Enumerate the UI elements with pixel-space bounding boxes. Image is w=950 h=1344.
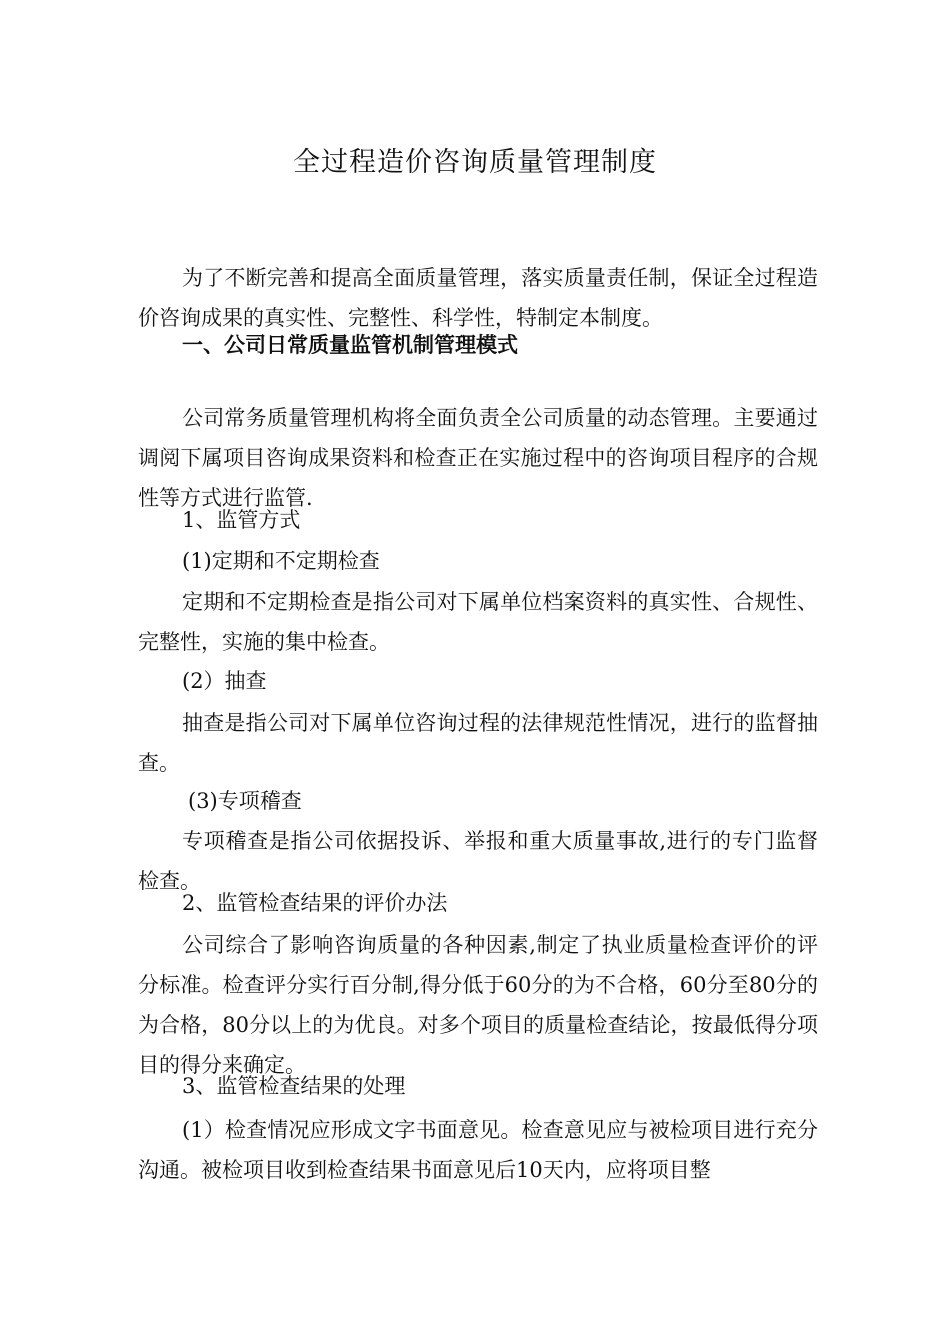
item2-paragraph: 公司综合了影响咨询质量的各种因素,制定了执业质量检查评价的评分标准。检查评分实行百分制,得分低于60分的为不合格，60分至80分的为合格，80分以上的为优良。对多个项目的质量检查结论，按最低得分项目的得分来确定。 bbox=[138, 933, 818, 1077]
item1-sub1-heading: (1)定期和不定期检查 bbox=[182, 549, 380, 573]
item1-sub1-paragraph: 定期和不定期检查是指公司对下属单位档案资料的真实性、合规性、完整性，实施的集中检查。 bbox=[138, 590, 818, 654]
item1-sub3-paragraph: 专项稽查是指公司依据投诉、举报和重大质量事故,进行的专门监督检查。 bbox=[138, 829, 818, 893]
item1-sub3-heading: (3)专项稽查 bbox=[188, 789, 302, 813]
item3-heading: 3、监管检查结果的处理 bbox=[182, 1074, 406, 1098]
section1-heading: 一、公司日常质量监管机制管理模式 bbox=[182, 333, 518, 357]
item1-sub2-paragraph: 抽查是指公司对下属单位咨询过程的法律规范性情况，进行的监督抽查。 bbox=[138, 711, 818, 775]
document-title: 全过程造价咨询质量管理制度 bbox=[293, 147, 657, 178]
item1-sub2-heading: (2）抽查 bbox=[182, 669, 267, 693]
intro-paragraph: 为了不断完善和提高全面质量管理，落实质量责任制，保证全过程造价咨询成果的真实性、完整性、科学性，特制定本制度。 bbox=[138, 266, 818, 330]
item2-heading: 2、监管检查结果的评价办法 bbox=[182, 891, 448, 915]
section1-paragraph: 公司常务质量管理机构将全面负责全公司质量的动态管理。主要通过调阅下属项目咨询成果资料和检查正在实施过程中的咨询项目程序的合规性等方式进行监管. bbox=[138, 406, 818, 510]
item1-heading: 1、监管方式 bbox=[182, 508, 301, 532]
item3-sub1-paragraph: (1）检查情况应形成文字书面意见。检查意见应与被检项目进行充分沟通。被检项目收到检查结果书面意见后10天内，应将项目整 bbox=[138, 1118, 818, 1182]
